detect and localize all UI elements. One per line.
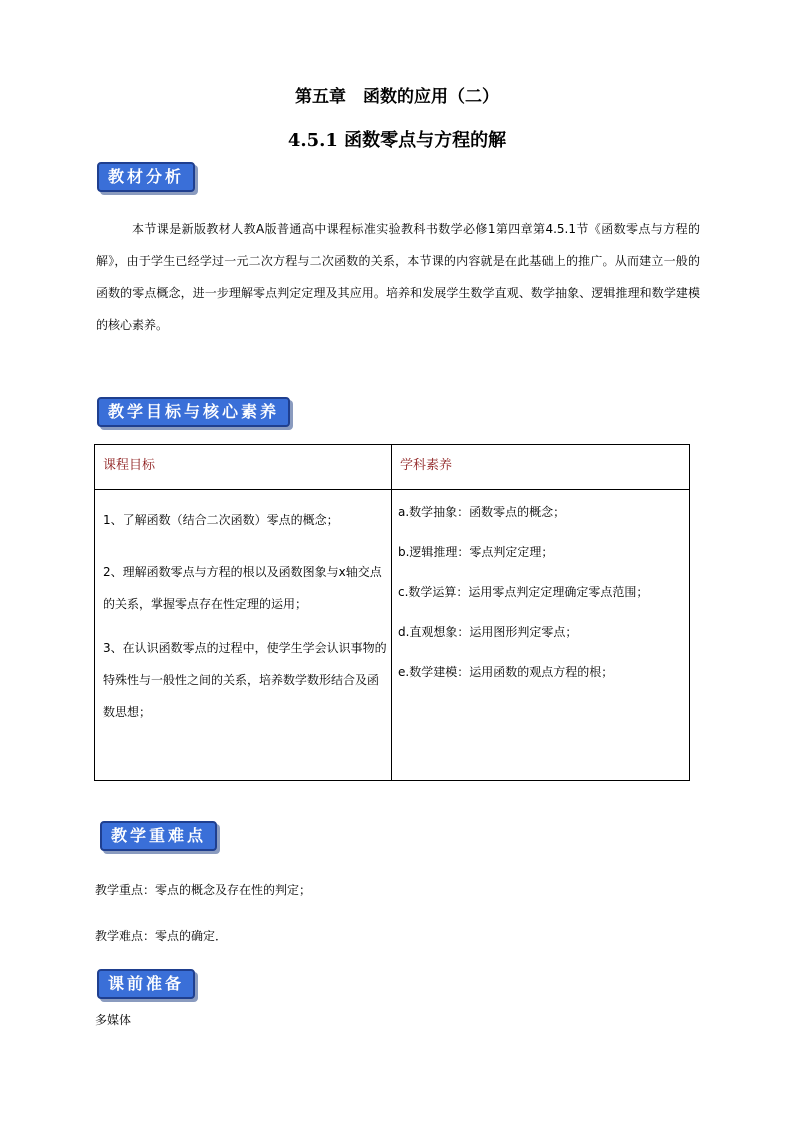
literacy-cell (392, 490, 690, 781)
section-heading-goals: 教学目标与核心素养 (97, 397, 290, 427)
course-goal-item: 2、理解函数零点与方程的根以及函数图象与x轴交点的关系，掌握零点存在性定理的运用； (103, 565, 382, 611)
course-goal-item: 3、在认识函数零点的过程中，使学生学会认识事物的特殊性与一般性之间的关系，培养数学数形结合及函数思想； (103, 641, 387, 719)
course-goals-cell (95, 490, 392, 781)
section-heading-key-points: 教学重难点 (100, 821, 217, 851)
literacy-item: d.直观想象：运用图形判定零点； (398, 625, 578, 639)
analysis-paragraph: 本节课是新版教材人教A版普通高中课程标准实验教科书数学必修1第四章第4.5.1节《函数零点与方程的解》，由于学生已经学过一元二次方程与二次函数的关系，本节课的内容就是在此基础上的推广。从而建立一般的函数的零点概念，进一步理解零点判定定理及其应用。培养和发展学生数学直观、数学抽象、逻辑推理和数学建模的核心素养。 (96, 222, 700, 332)
literacy-item: c.数学运算：运用零点判定定理确定零点范围； (398, 585, 649, 599)
goals-table (94, 444, 690, 781)
chapter-title: 第五章 函数的应用（二） (295, 87, 499, 107)
col-header-course-goals: 课程目标 (95, 445, 392, 490)
preparation-content: 多媒体 (95, 1013, 132, 1027)
literacy-item: a.数学抽象：函数零点的概念； (398, 505, 566, 519)
section-heading-preparation: 课前准备 (97, 969, 195, 999)
literacy-item: e.数学建模：运用函数的观点方程的根； (398, 665, 614, 679)
col-header-literacy: 学科素养 (392, 445, 690, 490)
lesson-title: 4.5.1 函数零点与方程的解 (287, 130, 507, 151)
literacy-item: b.逻辑推理：零点判定定理； (398, 545, 554, 559)
course-goal-item: 1、了解函数（结合二次函数）零点的概念； (103, 513, 339, 527)
teaching-difficulty: 教学难点：零点的确定． (95, 929, 228, 943)
teaching-focus: 教学重点：零点的概念及存在性的判定； (95, 883, 312, 897)
section-heading-analysis: 教材分析 (97, 162, 195, 192)
